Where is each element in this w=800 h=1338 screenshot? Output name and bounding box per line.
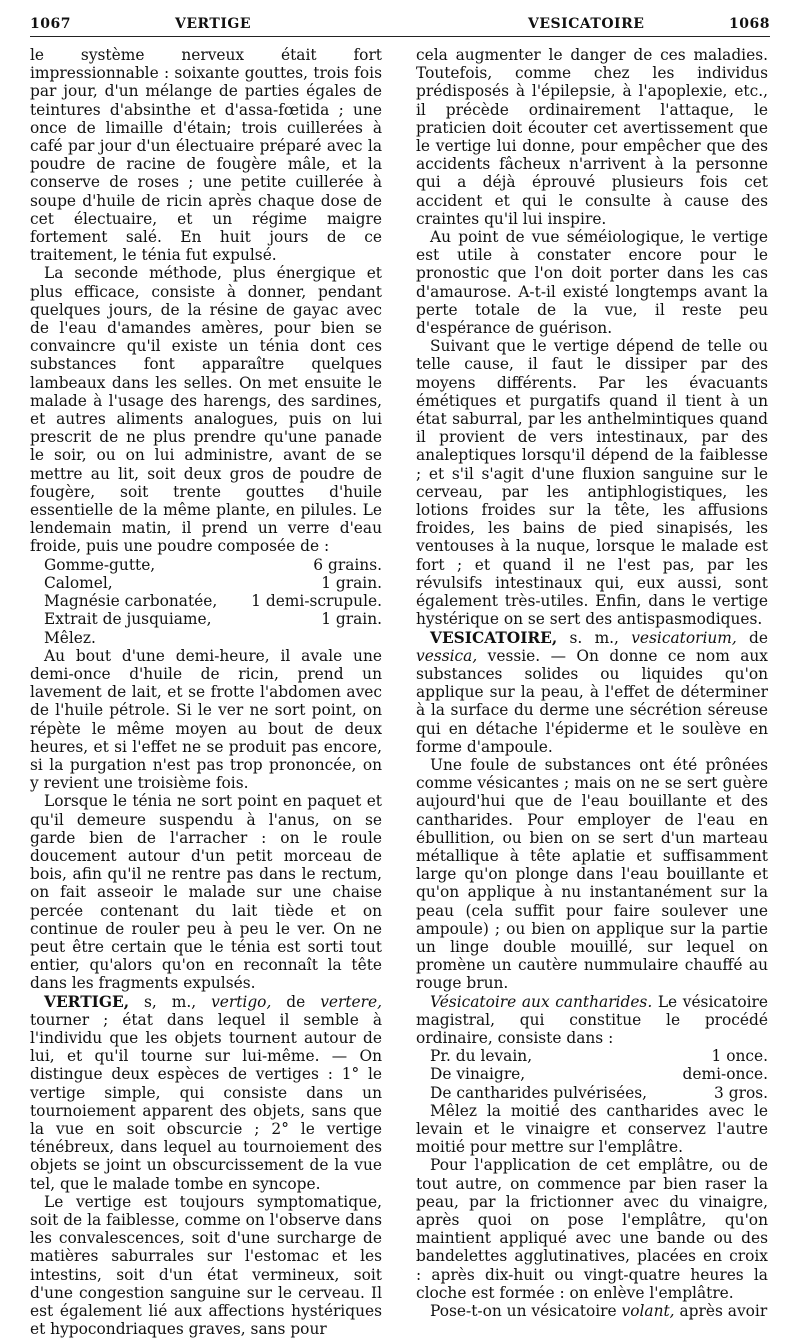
recipe-item: De cantharides pulvérisées, <box>430 1084 647 1102</box>
entry-grammar: s, m., <box>129 993 211 1011</box>
entry-connector: de <box>271 993 320 1011</box>
running-header <box>30 12 770 34</box>
header-title-right: VESICATOIRE <box>528 16 644 32</box>
recipe-row <box>30 574 382 592</box>
paragraph: le système nerveux était fort impressionnable : soixante gouttes, trois fois par jour, d'un mélange de parties égales de teintures d'absinthe et d'assa-fœtida ; une once de limaille d'étain; trois cuillerées à café par jour d'un électuaire préparé avec la poudre de racine de fougère mâle, et la conserve de roses ; une petite cuillerée à soupe d'huile de ricin après chaque dose de cet électuaire, et un régime maigre fortement salé. En huit jours de ce traitement, le ténia fut expulsé. <box>30 46 382 264</box>
entry-headword: VESICATOIRE, <box>430 629 557 647</box>
recipe-instruction: Mêlez la moitié des cantharides avec le levain et le vinaigre et conservez l'autre moitié pour mettre sur l'emplâtre. <box>416 1102 768 1157</box>
entry-vesicatoire <box>416 629 768 756</box>
recipe-item: Extrait de jusquiame, <box>44 610 212 628</box>
recipe-quantity: 1 demi-scrupule. <box>251 592 382 610</box>
entry-definition: tourner ; état dans lequel il semble à l'individu que les objets tournent autour de lui, et qu'il tourne sur lui-même. — On distingue deux espèces de vertiges : 1° le vertige simple, qui consiste dans un tournoiement apparent des objets, sans que la vue en soit obscurcie ; 2° le vertige ténébreux, dans lequel au tournoiement des objets se joint un obscurcissement de la vue tel, que le malade tombe en syncope. <box>30 1011 382 1193</box>
recipe-list <box>30 556 382 647</box>
recipe-row <box>416 1047 768 1065</box>
header-rule <box>30 36 770 37</box>
entry-etymology: vessica, <box>416 647 477 665</box>
paragraph: Au bout d'une demi-heure, il avale une demi-once d'huile de ricin, prend un lavement de lait, et se frotte l'abdomen avec de l'huile pétrole. Si le ver ne sort point, on répète le même moyen au bout de deux heures, et si l'effet ne se produit pas encore, si la purgation n'est pas trop prononcée, on y revient une troisième fois. <box>30 647 382 793</box>
recipe-row <box>30 610 382 628</box>
page-number-left: 1067 <box>30 16 71 32</box>
recipe-list <box>416 1047 768 1102</box>
paragraph: Suivant que le vertige dépend de telle ou telle cause, il faut le dissiper par des moyens différents. Par les évacuants émétiques et purgatifs quand il tient à un état saburral, par les anthelmintiques quand il provient de vers intestinaux, par des analeptiques lorsqu'il dépend de la faiblesse ; et s'il s'agit d'une fluxion sanguine sur le cerveau, par les antiphlogistiques, les lotions froides sur la tête, les affusions froides, les bains de pied sinapisés, les ventouses à la nuque, lorsque le malade est fort ; et quand il ne l'est pas, par les révulsifs intestinaux qui, eux aussi, sont également très-utiles. Enfin, dans le vertige hystérique on se sert des antispasmodiques. <box>416 337 768 628</box>
recipe-item: Gomme-gutte, <box>44 556 155 574</box>
paragraph: cela augmenter le danger de ces maladies. Toutefois, comme chez les individus prédisposés à l'épilepsie, à l'apoplexie, etc., il précède ordinairement l'attaque, le praticien doit écouter cet avertissement que le vertige lui donne, pour empêcher que des accidents fâcheux n'arrivent à la personne qui a déjà éprouvé plusieurs fois cet accident et qui le consulte à cause des craintes qu'il lui inspire. <box>416 46 768 228</box>
entry-latin: vertigo, <box>211 993 271 1011</box>
entry-headword: VERTIGE, <box>44 993 129 1011</box>
page-number-right: 1068 <box>729 16 770 32</box>
paragraph: Une foule de substances ont été prônées comme vésicantes ; mais on ne se sert guère aujourd'hui que de l'eau bouillante et des cantharides. Pour employer de l'eau en ébullition, ou bien on se sert d'un marteau métallique à tête aplatie et suffisamment large qu'on plonge dans l'eau bouillante et qu'on applique à nu instantanément sur la peau (cela suffit pour faire soulever une ampoule) ; ou bien on applique sur la partie un linge double mouillé, sur lequel on promène un cautère nummulaire chauffé au rouge brun. <box>416 756 768 993</box>
paragraph: Pour l'application de cet emplâtre, ou de tout autre, on commence par bien raser la peau, par la frictionner avec du vinaigre, après quoi on pose l'emplâtre, qu'on maintient appliqué avec une bande ou des bandelettes agglutinatives, placées en croix : après dix-huit ou vingt-quatre heures la cloche est formée : on enlève l'emplâtre. <box>416 1156 768 1302</box>
entry-grammar: s. m., <box>557 629 631 647</box>
entry-definition: vessie. — On donne ce nom aux substances solides ou liquides qu'on applique sur la peau, à l'effet de déterminer à la surface du derme une sécrétion séreuse qui en détache l'épiderme et le soulève en forme d'ampoule. <box>416 647 768 756</box>
left-column <box>30 46 382 1338</box>
recipe-quantity: 3 gros. <box>714 1084 768 1102</box>
paragraph: La seconde méthode, plus énergique et plus efficace, consiste à donner, pendant quelques jours, de la résine de gayac avec de l'eau d'amandes amères, pour bien se convaincre qu'il existe un ténia dont ces substances font apparaître quelques lambeaux dans les selles. On met ensuite le malade à l'usage des harengs, des sardines, et autres aliments analogues, puis on lui prescrit de ne plus prendre qu'une panade le soir, ou on lui administre, avant de se mettre au lit, soit deux gros de poudre de fougère, soit trente gouttes d'huile essentielle de la même plante, en pilules. Le lendemain matin, il prend un verre d'eau froide, puis une poudre composée de : <box>30 264 382 555</box>
recipe-quantity: 1 grain. <box>321 610 382 628</box>
recipe-instruction: Mêlez. <box>30 629 382 647</box>
recipe-row <box>30 556 382 574</box>
subheading: Vésicatoire aux cantharides. <box>430 993 652 1011</box>
paragraph: Le vertige est toujours symptomatique, soit de la faiblesse, comme on l'observe dans les convalescences, soit d'une surcharge de matières saburrales sur l'estomac et les intestins, soit d'un état vermineux, soit d'une congestion sanguine sur le cerveau. Il est également lié aux affections hystériques et hypocondriaques graves, sans pour <box>30 1193 382 1338</box>
recipe-item: Magnésie carbonatée, <box>44 592 217 610</box>
recipe-item: Pr. du levain, <box>430 1047 532 1065</box>
paragraph: Lorsque le ténia ne sort point en paquet et qu'il demeure suspendu à l'anus, on se garde bien de l'arracher : on le roule doucement autour d'un petit morceau de bois, afin qu'il ne rentre pas dans le rectum, on fait asseoir le malade sur une chaise percée contenant du lait tiède et on continue de rouler peu à peu le ver. On ne peut être certain que le ténia est sorti tout entier, qu'alors qu'on en reconnaît la tête dans les fragments expulsés. <box>30 792 382 992</box>
recipe-row <box>416 1065 768 1083</box>
emphasis: volant, <box>622 1302 675 1320</box>
entry-latin: vesicatorium, <box>631 629 737 647</box>
recipe-quantity: demi-once. <box>683 1065 768 1083</box>
recipe-row <box>30 592 382 610</box>
recipe-quantity: 1 grain. <box>321 574 382 592</box>
header-title-left: VERTIGE <box>175 16 251 32</box>
paragraph <box>416 1302 768 1320</box>
paragraph <box>416 993 768 1048</box>
entry-connector: de <box>737 629 768 647</box>
paragraph: Au point de vue séméiologique, le vertige est utile à constater encore pour le pronostic que l'on doit porter dans les cas d'amaurose. A-t-il existé longtemps avant la perte totale de la vue, il reste peu d'espérance de guérison. <box>416 228 768 337</box>
text-columns <box>30 46 770 1313</box>
right-column <box>416 46 768 1320</box>
paragraph-text: Le vésicatoire magistral, qui constitue le procédé ordinaire, consiste dans : <box>416 993 768 1047</box>
entry-vertige <box>30 993 382 1193</box>
paragraph-text: Pose-t-on un vésicatoire <box>430 1302 622 1320</box>
paragraph-text: après avoir <box>675 1302 768 1320</box>
entry-etymology: vertere, <box>320 993 382 1011</box>
recipe-item: Calomel, <box>44 574 113 592</box>
recipe-quantity: 1 once. <box>712 1047 768 1065</box>
recipe-item: De vinaigre, <box>430 1065 525 1083</box>
recipe-quantity: 6 grains. <box>313 556 382 574</box>
recipe-row <box>416 1084 768 1102</box>
